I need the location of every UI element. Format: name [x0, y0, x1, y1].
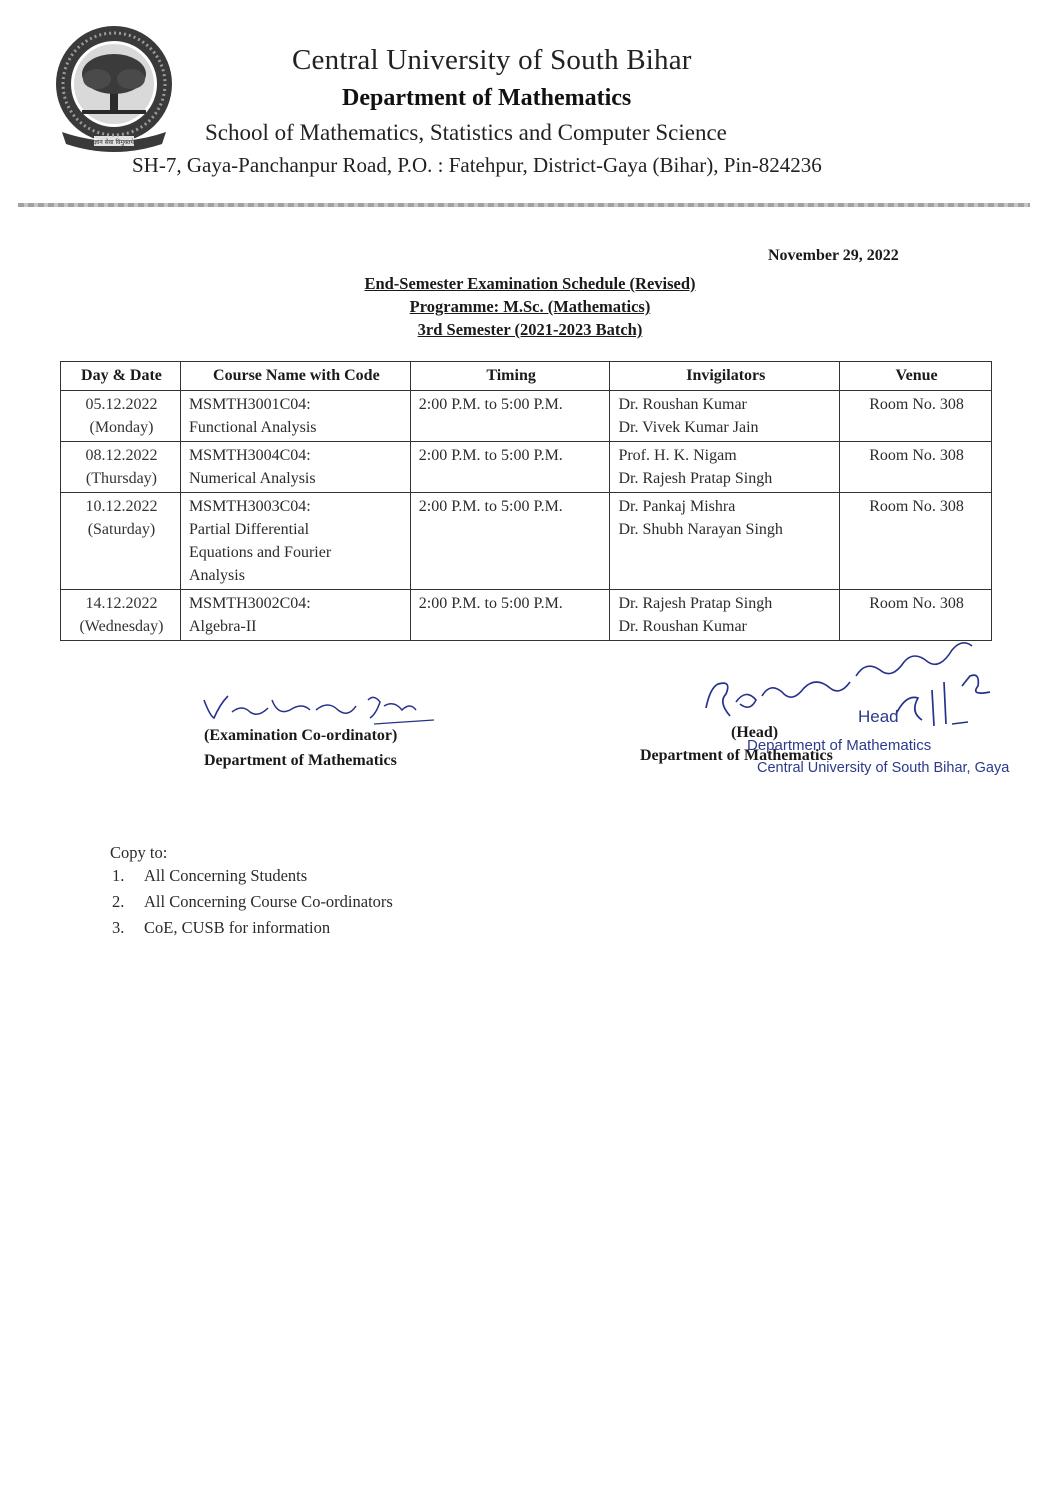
invigilators-cell	[610, 391, 840, 442]
day-date-cell	[61, 493, 181, 590]
invigilators-cell	[610, 493, 840, 590]
coordinator-department: Department of Mathematics	[204, 752, 397, 769]
course-cell	[180, 590, 410, 641]
semester-title: 3rd Semester (2021-2023 Batch)	[417, 320, 643, 339]
venue-cell: Room No. 308	[840, 442, 992, 493]
head-department: Department of Mathematics	[640, 747, 833, 764]
exam-date: 05.12.2022	[85, 396, 158, 413]
invigilator: Dr. Vivek Kumar Jain	[618, 419, 759, 436]
course-code: MSMTH3002C04:	[188, 595, 311, 612]
invigilator: Dr. Shubh Narayan Singh	[618, 521, 783, 538]
exam-schedule-table	[60, 361, 992, 641]
list-item	[112, 892, 393, 912]
course-name: Numerical Analysis	[188, 470, 316, 487]
col-header-timing: Timing	[410, 362, 610, 391]
stamp-head-label: Head	[858, 707, 899, 726]
department-name: Department of Mathematics	[342, 85, 632, 111]
venue-cell: Room No. 308	[840, 493, 992, 590]
course-name: Algebra-II	[188, 618, 257, 635]
course-name-line: Analysis	[188, 567, 245, 584]
list-number: 3.	[112, 918, 125, 937]
university-address: SH-7, Gaya-Panchanpur Road, P.O. : Fatehpur, District-Gaya (Bihar), Pin-824236	[132, 153, 822, 177]
stamp-department: Department of Mathematics	[747, 737, 932, 754]
invigilator: Dr. Pankaj Mishra	[618, 498, 736, 515]
course-code: MSMTH3001C04:	[188, 396, 311, 413]
list-item	[112, 918, 330, 938]
col-header-invigilators: Invigilators	[610, 362, 840, 391]
university-logo	[52, 24, 176, 154]
list-text: CoE, CUSB for information	[144, 918, 331, 937]
invigilator: Dr. Rajesh Pratap Singh	[618, 595, 773, 612]
col-header-venue: Venue	[840, 362, 992, 391]
col-header-day-date: Day & Date	[61, 362, 181, 391]
invigilators-cell	[610, 442, 840, 493]
list-item	[112, 866, 307, 886]
day-date-cell	[61, 442, 181, 493]
table-header-row	[61, 362, 992, 391]
col-header-course: Course Name with Code	[180, 362, 410, 391]
timing-cell: 2:00 P.M. to 5:00 P.M.	[410, 493, 610, 590]
copy-to-label: Copy to:	[110, 843, 168, 862]
course-code: MSMTH3003C04:	[188, 498, 311, 515]
course-name-line: Equations and Fourier	[188, 544, 332, 561]
programme-title: Programme: M.Sc. (Mathematics)	[409, 297, 651, 316]
list-text: All Concerning Course Co-ordinators	[144, 892, 393, 911]
invigilator: Dr. Roushan Kumar	[618, 618, 747, 635]
document-date: November 29, 2022	[768, 247, 899, 264]
exam-date: 14.12.2022	[85, 595, 158, 612]
list-number: 2.	[112, 892, 125, 911]
day-date-cell	[61, 590, 181, 641]
exam-day: (Wednesday)	[79, 618, 164, 635]
exam-day: (Thursday)	[85, 470, 158, 487]
course-code: MSMTH3004C04:	[188, 447, 311, 464]
school-name: School of Mathematics, Statistics and Computer Science	[205, 120, 727, 145]
timing-cell: 2:00 P.M. to 5:00 P.M.	[410, 590, 610, 641]
course-name: Functional Analysis	[188, 419, 317, 436]
header-divider	[18, 203, 1030, 207]
invigilator: Dr. Roushan Kumar	[618, 396, 747, 413]
course-cell	[180, 442, 410, 493]
university-name: Central University of South Bihar	[292, 44, 692, 76]
exam-day: (Saturday)	[87, 521, 156, 538]
day-date-cell	[61, 391, 181, 442]
venue-cell: Room No. 308	[840, 590, 992, 641]
timing-cell: 2:00 P.M. to 5:00 P.M.	[410, 391, 610, 442]
table-row	[61, 493, 992, 590]
invigilator: Prof. H. K. Nigam	[618, 447, 737, 464]
list-number: 1.	[112, 866, 125, 885]
table-row	[61, 391, 992, 442]
venue-cell: Room No. 308	[840, 391, 992, 442]
stamp-university: Central University of South Bihar, Gaya	[757, 760, 1010, 776]
table-row	[61, 442, 992, 493]
exam-day: (Monday)	[89, 419, 154, 436]
exam-date: 10.12.2022	[85, 498, 158, 515]
coordinator-title: (Examination Co-ordinator)	[204, 727, 398, 744]
svg-text:ज्ञान सेवा विमुक्तये: ज्ञान सेवा विमुक्तये	[93, 139, 135, 146]
schedule-title: End-Semester Examination Schedule (Revised)	[364, 274, 696, 293]
course-cell	[180, 391, 410, 442]
course-cell	[180, 493, 410, 590]
course-name: Partial Differential	[188, 521, 310, 538]
invigilator: Dr. Rajesh Pratap Singh	[618, 470, 773, 487]
head-title: (Head)	[731, 724, 779, 741]
list-text: All Concerning Students	[144, 866, 308, 885]
timing-cell: 2:00 P.M. to 5:00 P.M.	[410, 442, 610, 493]
exam-date: 08.12.2022	[85, 447, 158, 464]
